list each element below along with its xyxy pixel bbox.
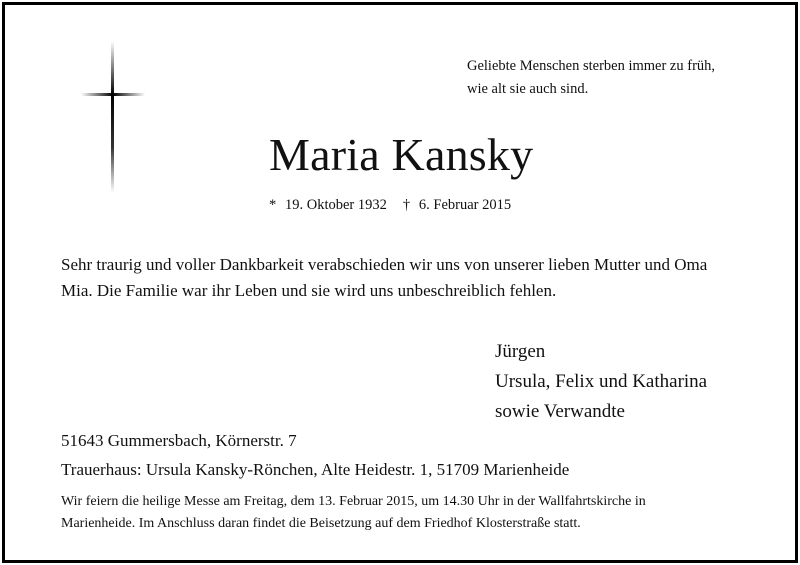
obituary-notice: [2, 2, 798, 563]
birth-symbol: *: [269, 197, 277, 213]
quote-line-1: Geliebte Menschen sterben immer zu früh,: [467, 58, 716, 74]
quote: [467, 55, 715, 101]
death-symbol: †: [402, 197, 411, 213]
cross-icon: [81, 41, 145, 193]
birth-date: 19. Oktober 1932: [285, 197, 387, 213]
message-line-1: Sehr traurig und voller Dankbarkeit verabschieden wir uns von unserer lieben Mutter und Oma: [61, 255, 708, 274]
service-line-2: Marienheide. Im Anschluss daran findet die Beisetzung auf dem Friedhof Klosterstraße statt.: [61, 516, 581, 531]
death-date: 6. Februar 2015: [418, 197, 512, 213]
deceased-name: Maria Kansky: [269, 129, 534, 180]
service-details: [61, 491, 646, 535]
service-line-1: Wir feiern die heilige Messe am Freitag, dem 13. Februar 2015, um 14.30 Uhr in der Wallfahrtskirche in: [61, 494, 646, 509]
signer: Jürgen: [495, 341, 546, 362]
farewell-message: [61, 252, 707, 304]
signers: [495, 337, 707, 427]
quote-line-2: wie alt sie auch sind.: [467, 81, 589, 97]
mourning-house: Trauerhaus: Ursula Kansky-Rönchen, Alte Heidestr. 1, 51709 Marienheide: [61, 460, 570, 479]
life-dates: [269, 195, 511, 215]
message-line-2: Mia. Die Familie war ihr Leben und sie wird uns unbeschreiblich fehlen.: [61, 281, 557, 300]
signer: Ursula, Felix und Katharina: [495, 371, 708, 392]
signer: sowie Verwandte: [495, 401, 625, 422]
family-address: 51643 Gummersbach, Körnerstr. 7: [61, 431, 297, 450]
